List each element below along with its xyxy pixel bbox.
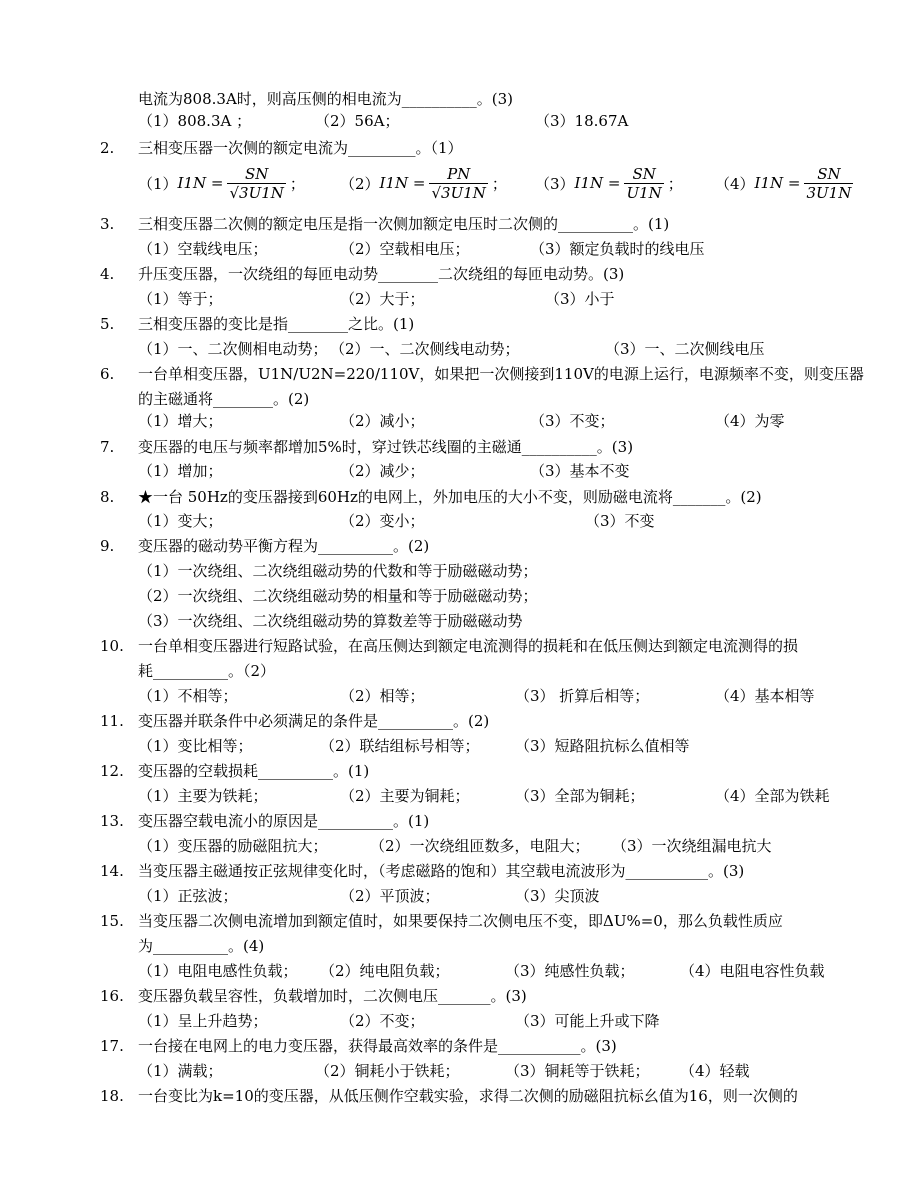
answer-option: （1）空载线电压； (138, 240, 268, 258)
answer-option: （3）短路阻抗标么值相等 (515, 737, 690, 755)
question-number: 3. (100, 215, 115, 233)
question-number: 4. (100, 265, 115, 283)
question-number: 5. (100, 315, 115, 333)
fraction-numerator: PN (429, 165, 487, 184)
question-text: 三相变压器的变比是指________之比。(1) (138, 315, 415, 333)
options-line (0, 288, 920, 310)
question-number: 12. (100, 762, 124, 780)
answer-option: （1）等于； (138, 290, 223, 308)
answer-option: （1）一、二次侧相电动势； (138, 340, 328, 358)
answer-option: （3）一、二次侧线电压 (605, 340, 765, 358)
fraction (624, 165, 663, 202)
question-line (0, 363, 920, 385)
formula-option (535, 161, 683, 205)
formula-lhs: I1N = (754, 174, 801, 192)
question-number: 13. (100, 812, 124, 830)
question-text: ★一台 50Hz的变压器接到60Hz的电网上，外加电压的大小不变，则励磁电流将_______。(2) (138, 488, 762, 506)
fraction-denominator: √3U1N (229, 183, 284, 202)
question-line (0, 1035, 920, 1057)
options-line (0, 338, 920, 360)
text-line (0, 388, 920, 410)
answer-option: （1）808.3A ； (138, 112, 252, 130)
question-text: 为__________。(4) (138, 937, 265, 955)
answer-option: （2）空载相电压； (340, 240, 470, 258)
question-number: 17. (100, 1037, 124, 1055)
answer-option: （1）变压器的励磁阻抗大； (138, 837, 328, 855)
options-line (0, 685, 920, 707)
answer-option: （3）小于 (545, 290, 615, 308)
answer-option: （4）全部为铁耗 (715, 787, 830, 805)
question-text: 一台单相变压器进行短路试验，在高压侧达到额定电流测得的损耗和在低压侧达到额定电流测得的损 (138, 637, 799, 655)
answer-option: （2）相等； (340, 687, 425, 705)
answer-option: （1）正弦波； (138, 887, 238, 905)
answer-option: （2）56A； (315, 112, 400, 130)
formula-lhs: I1N = (574, 174, 621, 192)
question-number: 15. (100, 912, 124, 930)
answer-option: （1）不相等； (138, 687, 238, 705)
question-text: 变压器空载电流小的原因是__________。(1) (138, 812, 430, 830)
fraction-numerator: SN (624, 165, 663, 184)
question-line (0, 710, 920, 732)
text-line (0, 610, 920, 632)
answer-option: （2）大于； (340, 290, 425, 308)
question-text: 三相变压器二次侧的额定电压是指一次侧加额定电压时二次侧的__________。(1) (138, 215, 670, 233)
question-line (0, 1085, 920, 1107)
options-line (0, 110, 920, 132)
formula-option (138, 161, 305, 205)
question-line (0, 760, 920, 782)
formula-options-row (0, 161, 920, 205)
answer-option: （2）纯电阻负载； (320, 962, 450, 980)
options-line (0, 785, 920, 807)
question-text: 一台变比为k=10的变压器，从低压侧作空载实验，求得二次侧的励磁阻抗标幺值为16，则一次侧的 (138, 1087, 798, 1105)
formula-option-label: （3） (535, 174, 575, 193)
text-line (0, 88, 920, 110)
question-line (0, 910, 920, 932)
options-line (0, 460, 920, 482)
formula-tail: ； (667, 174, 683, 193)
question-text: 一台接在电网上的电力变压器，获得最高效率的条件是___________。(3) (138, 1037, 617, 1055)
options-line (0, 510, 920, 532)
options-line (0, 1060, 920, 1082)
options-line (0, 1010, 920, 1032)
fraction-denominator: √3U1N (431, 183, 486, 202)
formula-tail: ； (491, 174, 507, 193)
formula-lhs: I1N = (379, 174, 426, 192)
text-line (0, 935, 920, 957)
question-text: 耗__________。（2） (138, 662, 276, 680)
question-line (0, 313, 920, 335)
question-text: 当变压器二次侧电流增加到额定值时，如果要保持二次侧电压不变，即ΔU%=0，那么负载性质应 (138, 912, 783, 930)
question-text: （1）一次绕组、二次绕组磁动势的代数和等于励磁磁动势； (138, 562, 538, 580)
options-line (0, 735, 920, 757)
text-line (0, 585, 920, 607)
question-number: 9. (100, 537, 115, 555)
question-number: 10. (100, 637, 124, 655)
question-line (0, 436, 920, 458)
question-line (0, 263, 920, 285)
answer-option: （2）一、二次侧线电动势； (330, 340, 520, 358)
answer-option: （3）不变 (585, 512, 655, 530)
answer-option: （1）主要为铁耗； (138, 787, 268, 805)
question-number: 16. (100, 987, 124, 1005)
answer-option: （1）满载； (138, 1062, 223, 1080)
question-line (0, 635, 920, 657)
answer-option: （4）轻载 (680, 1062, 750, 1080)
answer-option: （2）联结组标号相等； (320, 737, 480, 755)
answer-option: （3）一次绕组漏电抗大 (612, 837, 772, 855)
answer-option: （3）铜耗等于铁耗； (505, 1062, 650, 1080)
question-text: 三相变压器一次侧的额定电流为_________。（1） (138, 139, 463, 157)
fraction (429, 165, 487, 202)
fraction-denominator: 3U1N (806, 183, 852, 202)
text-line (0, 660, 920, 682)
text-line (0, 560, 920, 582)
question-line (0, 535, 920, 557)
answer-option: （3）纯感性负载； (505, 962, 635, 980)
answer-option: （2）减少； (340, 462, 425, 480)
question-number: 7. (100, 438, 115, 456)
options-line (0, 238, 920, 260)
answer-option: （2）减小； (340, 412, 425, 430)
options-line (0, 410, 920, 432)
answer-option: （1）呈上升趋势； (138, 1012, 268, 1030)
answer-option: （3）18.67A (535, 112, 629, 130)
answer-option: （3） 折算后相等； (515, 687, 650, 705)
answer-option: （3）尖顶波 (515, 887, 600, 905)
fraction (804, 165, 853, 202)
formula-option-label: （4） (715, 174, 755, 193)
question-text: 一台单相变压器，U1N/U2N=220/110V，如果把一次侧接到110V的电源上运行，电源频率不变，则变压器 (138, 365, 864, 383)
question-text: 变压器的空载损耗__________。(1) (138, 762, 370, 780)
answer-option: （3）不变； (530, 412, 615, 430)
question-text: （3）一次绕组、二次绕组磁动势的算数差等于励磁磁动势 (138, 612, 523, 630)
question-line (0, 860, 920, 882)
formula-lhs: I1N = (177, 174, 224, 192)
fraction-numerator: SN (804, 165, 853, 184)
formula-tail: ； (289, 174, 305, 193)
question-text: 变压器的磁动势平衡方程为__________。(2) (138, 537, 430, 555)
fraction-denominator: U1N (626, 183, 662, 202)
question-number: 8. (100, 488, 115, 506)
options-line (0, 960, 920, 982)
answer-option: （2）主要为铜耗； (340, 787, 470, 805)
question-line (0, 810, 920, 832)
answer-option: （3）额定负载时的线电压 (530, 240, 705, 258)
question-line (0, 486, 920, 508)
question-text: 电流为808.3A时，则高压侧的相电流为__________。(3) (138, 90, 514, 108)
formula-option-label: （1） (138, 174, 178, 193)
question-text: 变压器并联条件中必须满足的条件是__________。(2) (138, 712, 490, 730)
formula-option (340, 161, 507, 205)
answer-option: （2）变小； (340, 512, 425, 530)
question-text: （2）一次绕组、二次绕组磁动势的相量和等于励磁磁动势； (138, 587, 538, 605)
options-line (0, 885, 920, 907)
answer-option: （1）增加； (138, 462, 223, 480)
options-line (0, 835, 920, 857)
answer-option: （4）电阻电容性负载 (680, 962, 825, 980)
answer-option: （3）基本不变 (530, 462, 630, 480)
question-text: 变压器的电压与频率都增加5%时，穿过铁芯线圈的主磁通__________。(3) (138, 438, 634, 456)
answer-option: （3）可能上升或下降 (515, 1012, 660, 1030)
answer-option: （2）平顶波； (340, 887, 440, 905)
answer-option: （2）铜耗小于铁耗； (315, 1062, 460, 1080)
answer-option: （1）变大； (138, 512, 223, 530)
question-text: 变压器负载呈容性，负载增加时，二次侧电压_______。(3) (138, 987, 527, 1005)
question-number: 14. (100, 862, 124, 880)
question-text: 当变压器主磁通按正弦规律变化时，（考虑磁路的饱和）其空载电流波形为___________。(3) (138, 862, 745, 880)
fraction (227, 165, 285, 202)
answer-option: （2）一次绕组匝数多，电阻大； (370, 837, 590, 855)
question-line (0, 985, 920, 1007)
fraction-numerator: SN (227, 165, 285, 184)
question-line (0, 137, 920, 159)
question-number: 18. (100, 1087, 124, 1105)
answer-option: （1）电阻电感性负载； (138, 962, 298, 980)
answer-option: （3）全部为铜耗； (515, 787, 645, 805)
question-text: 升压变压器，一次绕组的每匝电动势________二次绕组的每匝电动势。(3) (138, 265, 625, 283)
answer-option: （1）增大； (138, 412, 223, 430)
answer-option: （4）基本相等 (715, 687, 815, 705)
question-number: 11. (100, 712, 124, 730)
question-number: 6. (100, 365, 115, 383)
question-number: 2. (100, 139, 115, 157)
formula-option (715, 161, 857, 205)
answer-option: （1）变比相等； (138, 737, 253, 755)
question-line (0, 213, 920, 235)
answer-option: （4）为零 (715, 412, 785, 430)
formula-option-label: （2） (340, 174, 380, 193)
answer-option: （2）不变； (340, 1012, 425, 1030)
question-text: 的主磁通将________。(2) (138, 390, 310, 408)
